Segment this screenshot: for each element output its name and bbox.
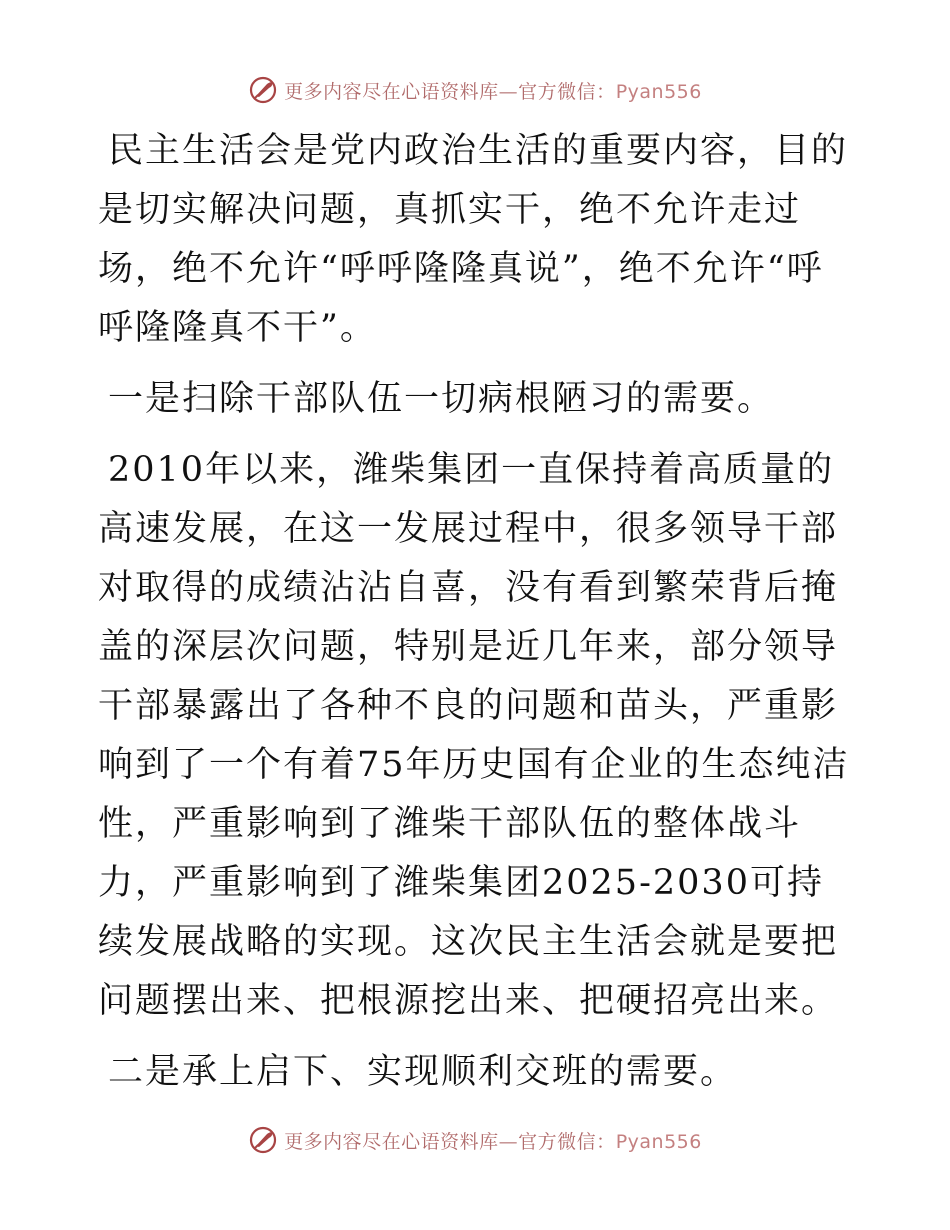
footer-watermark: [0, 1120, 950, 1160]
watermark-label: 官方微信：: [518, 80, 616, 103]
watermark-text: [284, 77, 702, 104]
paragraph-detail: 2010年以来，潍柴集团一直保持着高质量的高速发展，在这一发展过程中，很多领导干部对取得的成绩沾沾自喜，没有看到繁荣背后掩盖的深层次问题，特别是近几年来，部分领导干部暴露出了各种不良的问题和苗头，严重影响到了一个有着75年历史国有企业的生态纯洁性，严重影响到了潍柴干部队伍的整体战斗力，严重影响到了潍柴集团2025-2030可持续发展战略的实现。这次民主生活会就是要把问题摆出来、把根源挖出来、把硬招亮出来。: [98, 450, 850, 1021]
header-watermark: [0, 70, 950, 110]
document-body: [98, 122, 850, 1114]
watermark-text: [284, 1127, 702, 1154]
paragraph-intro: 民主生活会是党内政治生活的重要内容，目的是切实解决问题，真抓实干，绝不允许走过场，绝不允许“呼呼隆隆真说”，绝不允许“呼呼隆隆真不干”。: [98, 131, 849, 348]
quill-logo-icon: [248, 75, 278, 105]
watermark-separator: —: [498, 80, 519, 103]
watermark-prefix: 更多内容尽在心语资料库: [284, 80, 499, 103]
paragraph-point-one: 一是扫除干部队伍一切病根陋习的需要。: [108, 379, 775, 419]
paragraph-point-two: 二是承上启下、实现顺利交班的需要。: [108, 1052, 738, 1092]
watermark-wechat-id: Pyan556: [615, 1130, 702, 1153]
watermark-prefix: 更多内容尽在心语资料库: [284, 1130, 499, 1153]
quill-logo-icon: [248, 1125, 278, 1155]
watermark-wechat-id: Pyan556: [615, 80, 702, 103]
watermark-label: 官方微信：: [518, 1130, 616, 1153]
watermark-separator: —: [498, 1130, 519, 1153]
